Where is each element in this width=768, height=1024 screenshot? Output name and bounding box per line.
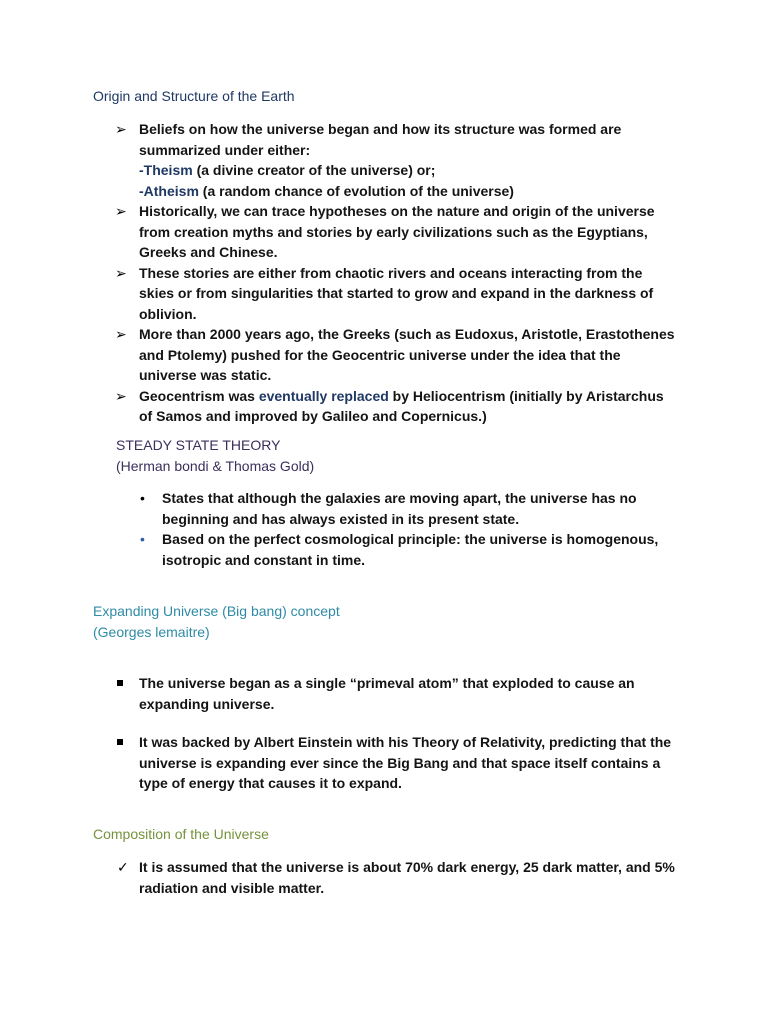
square-bullet-icon — [117, 739, 123, 745]
list-item-text-after: by Heliocentrism (initially by Aristarchus of Samos and improved by Galileo and Copernicus.) — [139, 387, 664, 424]
list-item-text: Beliefs on how the universe began and how its structure was formed are summarized under either: — [139, 121, 622, 158]
bullet-dot-icon: • — [140, 490, 145, 506]
list-item — [115, 263, 679, 325]
arrow-bullet-icon: ➢ — [115, 387, 127, 404]
list-item-text: The universe began as a single “primeval atom” that exploded to cause an expanding universe. — [139, 675, 635, 712]
list-item — [117, 857, 679, 898]
section-heading-origin: Origin and Structure of the Earth — [93, 88, 295, 104]
list-item-text: Based on the perfect cosmological principle: the universe is homogenous, isotropic and constant in time. — [162, 531, 659, 568]
checkmark-icon: ✓ — [117, 859, 129, 875]
list-item-text: It is assumed that the universe is about 70% dark energy, 25 dark matter, and 5% radiation and visible matter. — [139, 859, 675, 896]
list-item — [115, 386, 679, 427]
section-heading-composition: Composition of the Universe — [93, 826, 269, 842]
section-heading-steady-state: STEADY STATE THEORY — [116, 437, 281, 453]
square-bullet-icon — [117, 680, 123, 686]
section-subheading-big-bang: (Georges lemaitre) — [93, 624, 210, 640]
list-item-text: It was backed by Albert Einstein with his Theory of Relativity, predicting that the universe is expanding ever since the Big Bang and that space itself contains a type of energy that causes it to expand. — [139, 734, 672, 791]
arrow-bullet-icon: ➢ — [115, 203, 127, 219]
section-subheading-steady-state: (Herman bondi & Thomas Gold) — [116, 458, 315, 474]
list-item-text: States that although the galaxies are moving apart, the universe has no beginning and has always existed in its present state. — [162, 490, 637, 527]
origin-list — [115, 119, 679, 427]
list-item — [115, 201, 679, 263]
list-item-text: These stories are either from chaotic rivers and oceans interacting from the skies or from singularities that started to grow and expand in the darkness of oblivion. — [139, 264, 654, 322]
atheism-term: -Atheism — [139, 182, 199, 199]
section-heading-big-bang: Expanding Universe (Big bang) concept — [93, 603, 340, 619]
list-item — [139, 673, 679, 714]
list-item-text: More than 2000 years ago, the Greeks (such as Eudoxus, Aristotle, Erastothenes and Ptolemy) pushed for the Geocentric universe under the idea that the universe was static. — [139, 326, 675, 383]
arrow-bullet-icon: ➢ — [115, 326, 127, 342]
highlight-text: eventually replaced — [258, 387, 389, 404]
atheism-desc: (a random chance of evolution of the universe) — [198, 182, 514, 199]
arrow-bullet-icon: ➢ — [115, 121, 127, 137]
theism-term: -Theism — [139, 162, 193, 178]
list-item-text: Historically, we can trace hypotheses on the nature and origin of the universe from creation myths and stories by early civilizations such as the Egyptians, Greeks and Chinese. — [139, 203, 655, 260]
arrow-bullet-icon: ➢ — [115, 264, 127, 281]
list-item — [140, 529, 662, 570]
atheism-line — [139, 181, 679, 202]
list-item-text-before: Geocentrism was — [139, 387, 259, 404]
composition-list — [117, 857, 679, 898]
theism-desc: (a divine creator of the universe) or; — [192, 162, 436, 178]
big-bang-list-2 — [139, 732, 679, 794]
bullet-dot-icon: • — [140, 531, 145, 547]
list-item — [115, 324, 679, 386]
steady-state-list — [140, 488, 662, 570]
list-item — [139, 732, 679, 794]
list-item — [140, 488, 662, 529]
list-item — [115, 119, 679, 201]
theism-line — [139, 160, 679, 181]
big-bang-list — [139, 673, 679, 714]
